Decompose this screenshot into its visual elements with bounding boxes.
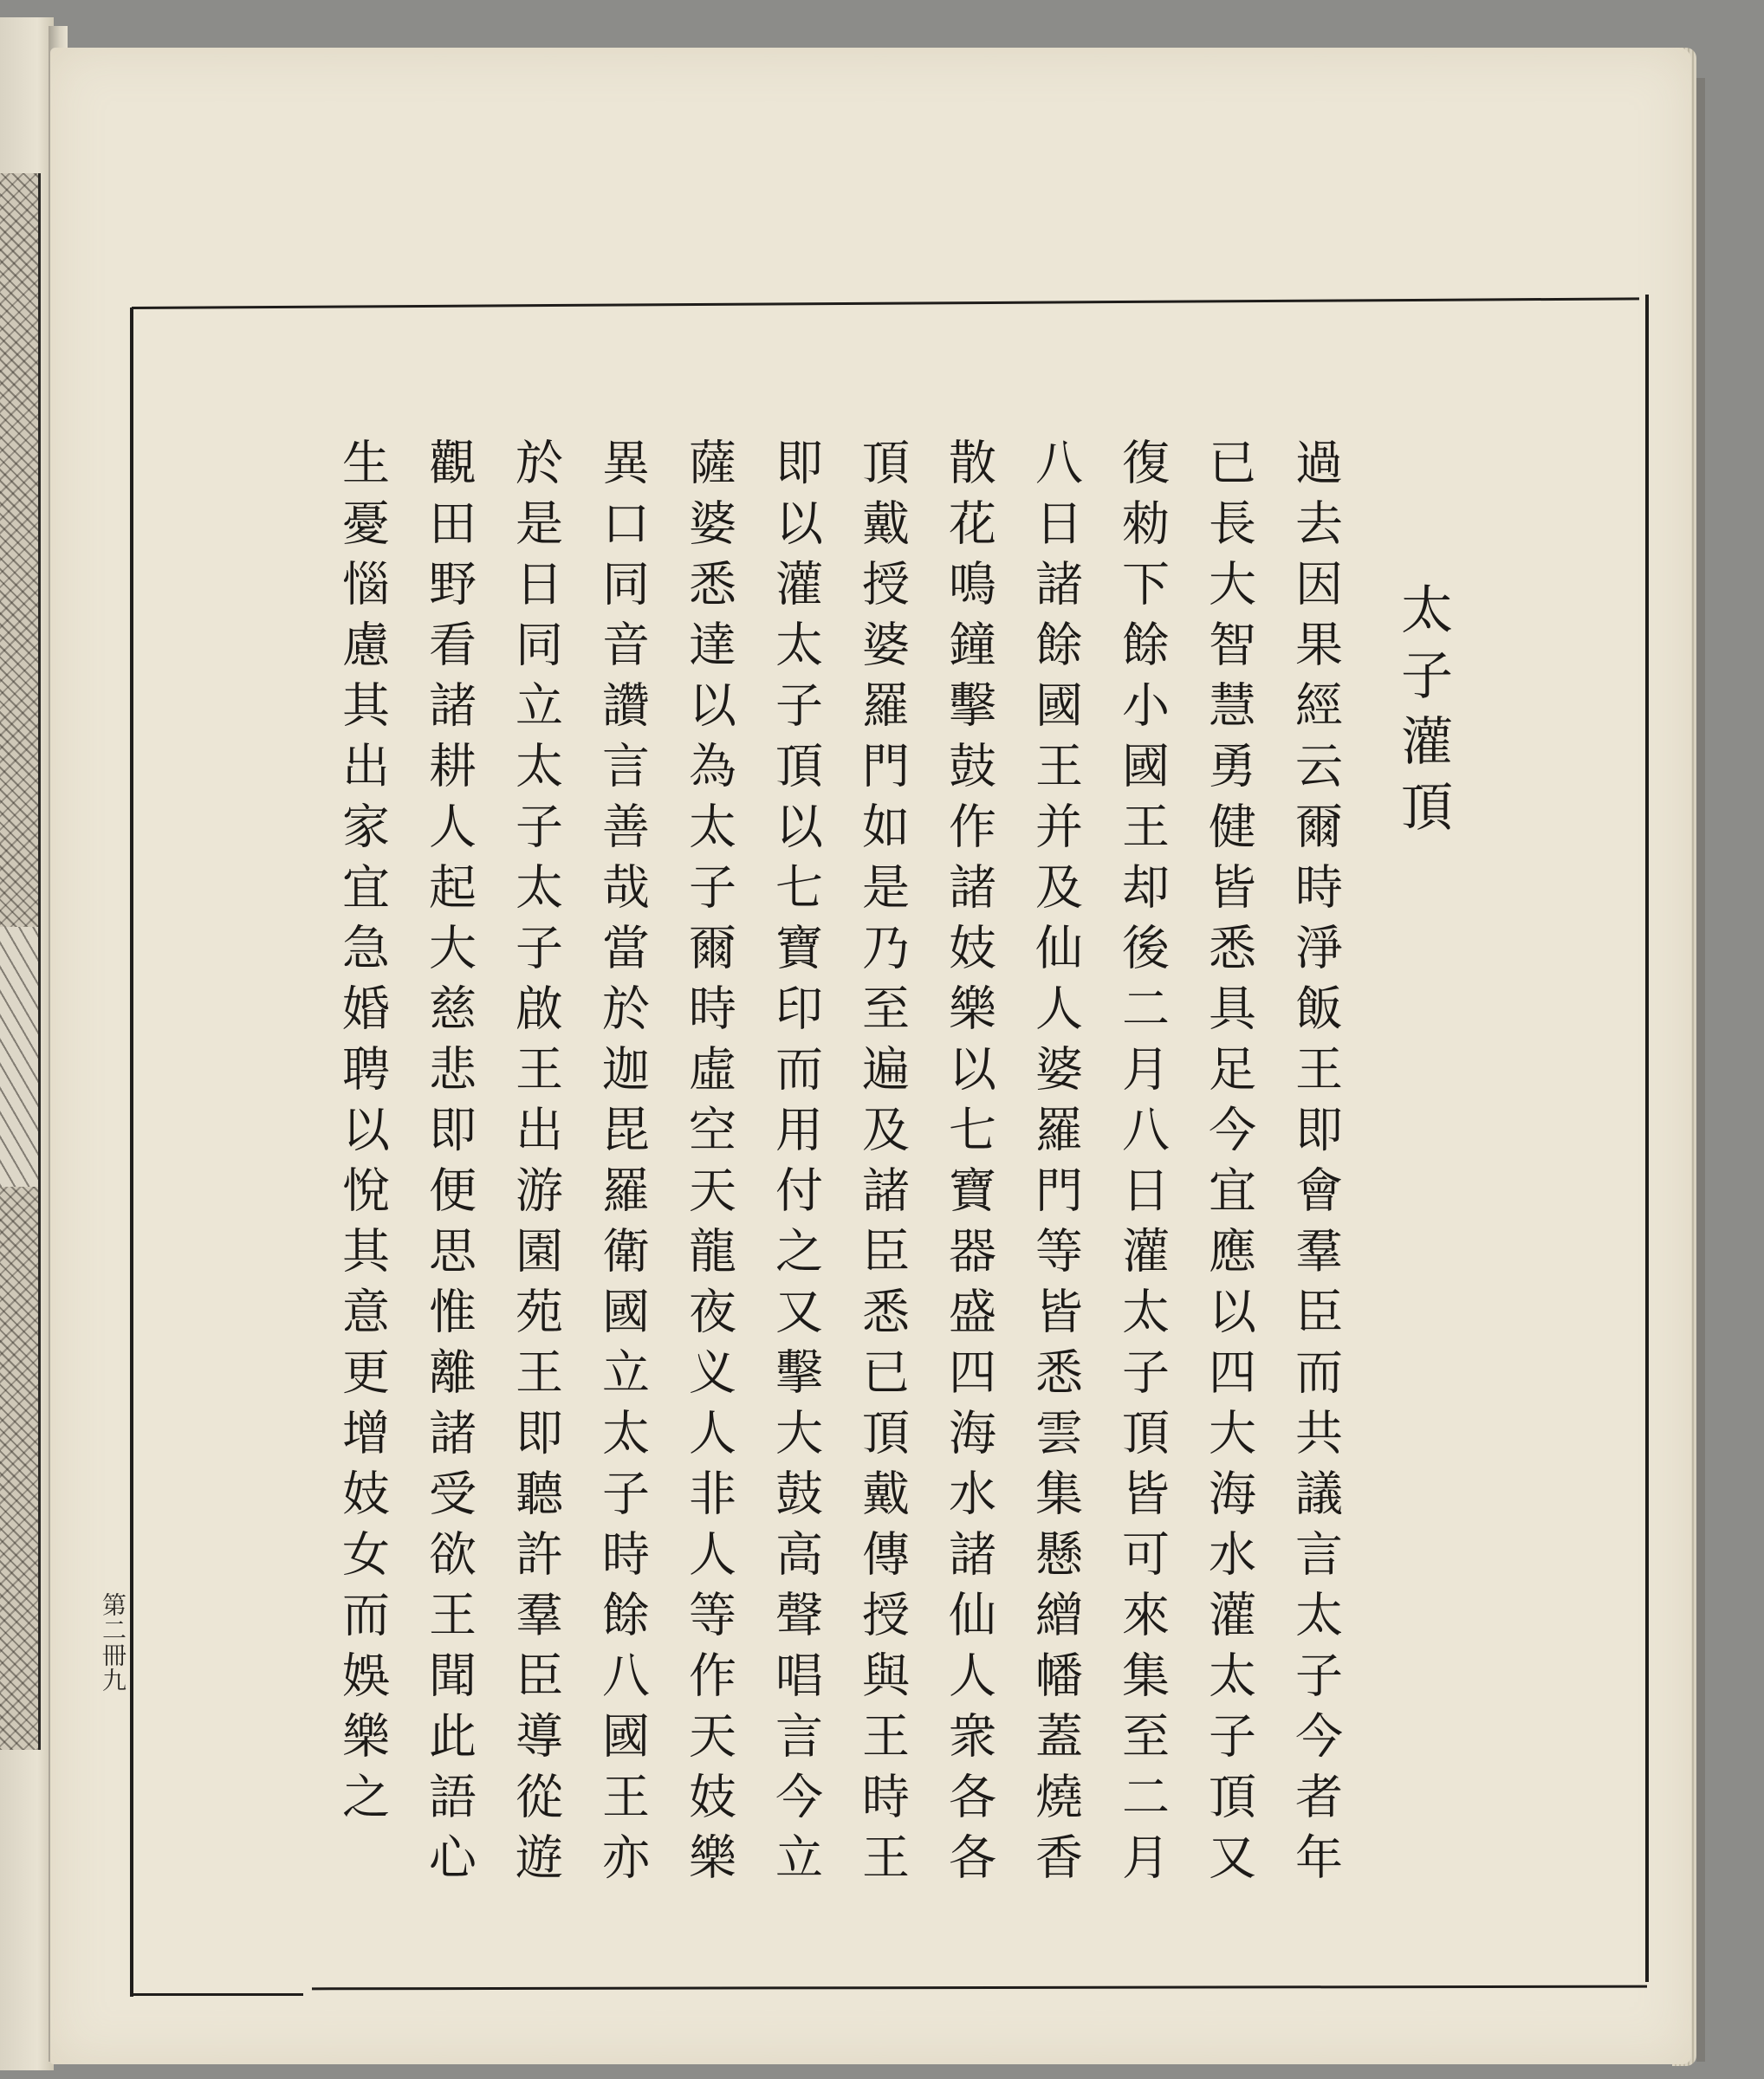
left-page-illustration-detail (0, 927, 38, 1187)
text-column-3: 復勑下餘小國王却後二月八日灌太子頂皆可來集至二月 (1114, 437, 1170, 1893)
volume-page-number: 第二冊九 (99, 1592, 127, 1693)
frame-border-right (1645, 295, 1649, 1982)
frame-border-left (130, 308, 133, 1997)
text-column-7: 即以灌太子頂以七寶印而用付之又擊大鼓高聲唱言今立 (768, 437, 823, 1893)
text-column-5: 散花鳴鐘擊鼓作諸妓樂以七寶器盛四海水諸仙人衆各各 (941, 437, 996, 1893)
frame-border-bottom-left (130, 1993, 303, 1996)
text-column-11: 觀田野看諸耕人起大慈悲即便思惟離諸受欲王聞此語心 (421, 437, 477, 1893)
text-column-6: 頂戴授婆羅門如是乃至遍及諸臣悉已頂戴傳授與王時王 (854, 437, 910, 1893)
text-column-8: 薩婆悉達以為太子爾時虛空天龍夜义人非人等作天妓樂 (681, 437, 736, 1893)
left-facing-page (0, 17, 54, 2070)
text-column-9: 異口同音讚言善哉當於迦毘羅衛國立太子時餘八國王亦 (594, 437, 650, 1893)
text-column-12: 生憂惱慮其出家宜急婚聘以悅其意更增妓女而娛樂之 (334, 437, 390, 1832)
section-heading: 太子灌頂 (1392, 582, 1453, 845)
text-column-1: 過去因果經云爾時淨飯王即會羣臣而共議言太子今者年 (1287, 437, 1343, 1893)
text-column-10: 於是日同立太子太子啟王出游園苑王即聽許羣臣導從遊 (508, 437, 563, 1893)
text-column-4: 八日諸餘國王并及仙人婆羅門等皆悉雲集懸繒幡蓋燒香 (1028, 437, 1083, 1893)
text-column-2: 已長大智慧勇健皆悉具足今宜應以四大海水灌太子頂又 (1201, 437, 1256, 1893)
page-stack-shadow (1696, 78, 1705, 2062)
